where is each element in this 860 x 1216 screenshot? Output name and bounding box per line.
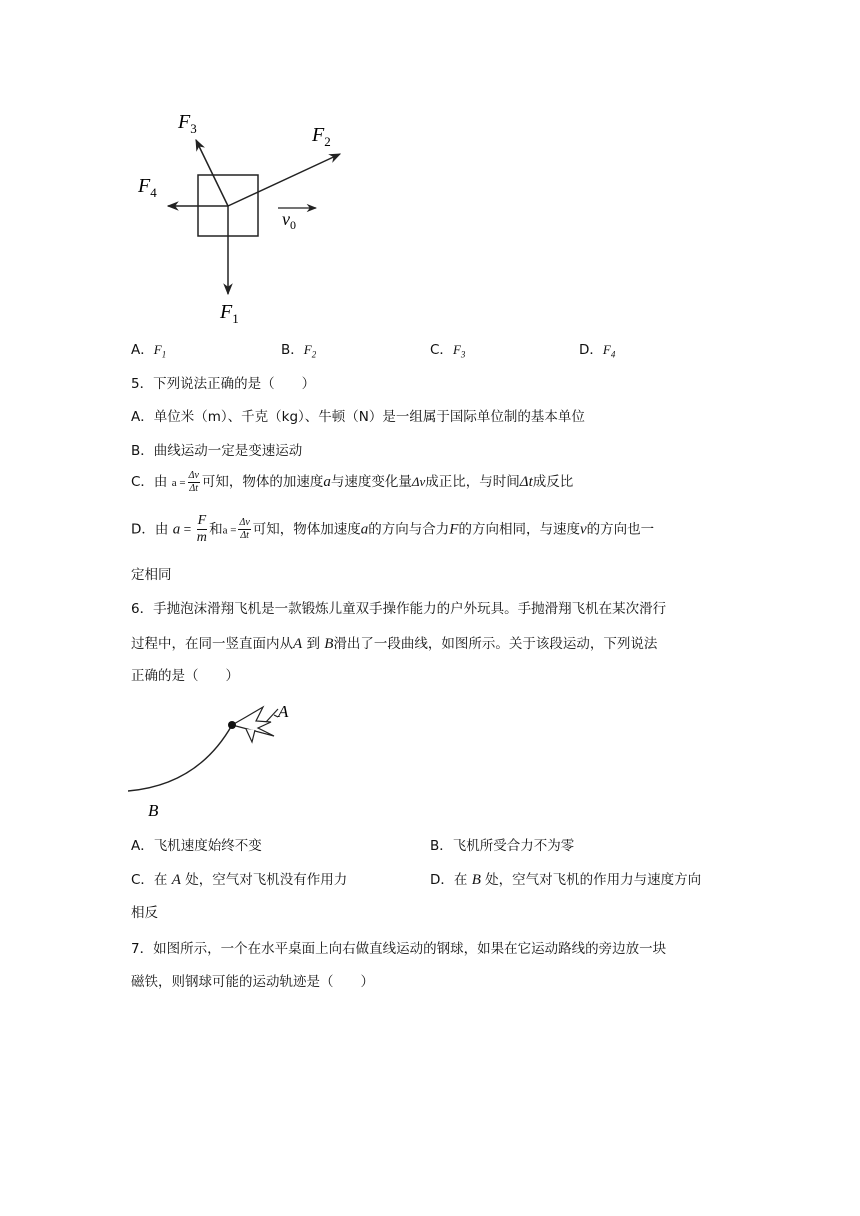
q6-line1: 6．手抛泡沫滑翔飞机是一款锻炼儿童双手操作能力的户外玩具。手抛滑翔飞机在某次滑行	[131, 601, 667, 617]
q5-option-c[interactable]: C．由 a = $\frac{\Delta v}{\Delta t}$ 可知，物体的加速度a与速度变化量Δv成正比，与时间Δt成反比	[131, 469, 574, 494]
label-b: B	[148, 801, 159, 820]
q7-line1: 7．如图所示，一个在水平桌面上向右做直线运动的钢球，如果在它运动路线的旁边放一块	[131, 941, 667, 957]
force-f3-arrow	[196, 140, 228, 206]
label-f2: $F_2$	[312, 124, 331, 149]
label-f3: $F_3$	[178, 111, 197, 136]
q5-option-d-cont: 定相同	[131, 567, 172, 583]
q7-line2: 磁铁，则钢球可能的运动轨迹是（ ）	[131, 974, 374, 990]
q6-option-d-cont: 相反	[131, 905, 158, 921]
glider-icon	[232, 707, 278, 742]
q4-option-a[interactable]: A．$F_1$	[131, 342, 167, 360]
label-f1: $F_1$	[220, 301, 239, 326]
frac-a-eq: a =	[171, 477, 186, 489]
dv-dt-fraction-2: $\frac{\Delta v}{\Delta t}$	[239, 517, 250, 541]
q5-option-d[interactable]: D．由 a = $\frac{F}{m}$ 和a = $\frac{\Delta v}{\Delta t}$ 可知，物体加速度a的方向与合力F的方向相同，与速度v的方向也一	[131, 513, 655, 545]
q5-stem: 5．下列说法正确的是（ ）	[131, 376, 316, 392]
dv-dt-fraction: $\frac{\Delta v}{\Delta t}$	[188, 469, 199, 494]
glider-figure	[128, 695, 298, 825]
q6-option-b[interactable]: B．飞机所受合力不为零	[430, 838, 575, 854]
q6-option-a[interactable]: A．飞机速度始终不变	[131, 838, 262, 854]
q4-option-b[interactable]: B．$F_2$	[281, 342, 317, 360]
q6-line2: 过程中，在同一竖直面内从A 到 B滑出了一段曲线，如图所示。关于该段运动，下列说法	[131, 636, 658, 652]
label-f4: $F_4$	[138, 175, 157, 200]
f-m-fraction: $\frac{F}{m}$	[196, 513, 207, 545]
point-a-dot	[228, 721, 236, 729]
q5-option-a[interactable]: A．单位米（m）、千克（kg）、牛顿（N）是一组属于国际单位制的基本单位	[131, 409, 585, 425]
q5-option-b[interactable]: B．曲线运动一定是变速运动	[131, 443, 303, 459]
q4-option-d[interactable]: D．$F_4$	[579, 342, 616, 360]
label-v0: $v_0$	[282, 209, 296, 232]
q6-option-d[interactable]: D．在 B 处，空气对飞机的作用力与速度方向	[430, 872, 702, 888]
force-f2-arrow	[228, 154, 340, 206]
q6-option-c[interactable]: C．在 A 处，空气对飞机没有作用力	[131, 872, 348, 888]
label-a: A	[278, 702, 289, 721]
force-diagram	[130, 100, 370, 330]
trajectory-curve	[128, 725, 232, 791]
q4-option-c[interactable]: C．$F_3$	[430, 342, 466, 360]
q6-line3: 正确的是（ ）	[131, 668, 239, 684]
